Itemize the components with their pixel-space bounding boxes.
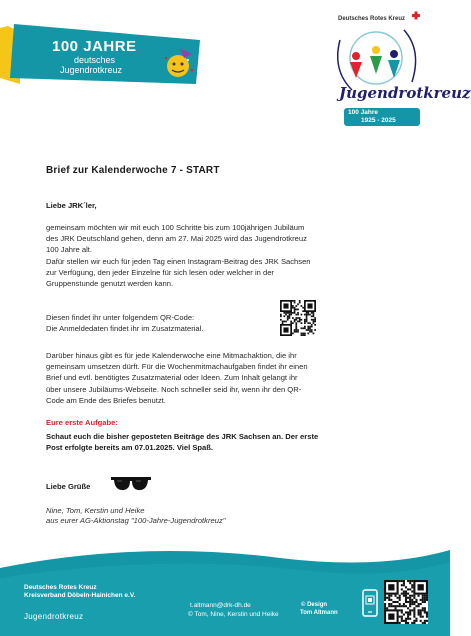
text-line: Gruppenstunde genutzt werden kann. [46,279,174,289]
text-line: zur Verfügung, den jeder Einzelne für sich lesen oder welcher in der [46,268,274,278]
banner-line-2: Jugendrotkreuz [60,65,123,75]
closing-greeting: Liebe Grüße [46,482,91,491]
phone-scan-icon [360,588,380,618]
party-face-icon [167,55,189,77]
text-line: Schaut euch die bisher geposteten Beiträge des JRK Sachsen an. Der erste [46,432,319,441]
instagram-qr-code[interactable] [280,300,316,336]
task-heading: Eure erste Aufgabe: [46,418,118,427]
text-line: Diesen findet ihr unter folgendem QR-Code: [46,313,195,322]
logo-years-line-2: 1925 - 2025 [361,117,396,124]
task-text [46,431,318,453]
logo-years-line-1: 100 Jahre [348,109,378,116]
footer-design-author: Tom Altmann [300,610,338,616]
footer-org-name: Deutsches Rotes Kreuz [24,584,97,591]
paragraph-weekly-action [46,350,308,406]
qr-pattern [280,300,316,336]
paragraph-instagram [46,256,311,290]
banner-line-1: deutsches [74,55,116,65]
text-line: über unsere Jubiläums-Webseite. Noch schneller seid ihr, wenn ihr den QR- [46,384,302,394]
text-line: Darüber hinaus gibt es für jede Kalenderwoche eine Mitmachaktion, die ihr [46,351,297,360]
letter-title: Brief zur Kalenderwoche 7 - START [46,165,220,176]
text-line: Post erfolgte bereits am 07.01.2025. Viel Spaß. [46,443,213,453]
jubilee-website-qr-code[interactable] [384,580,428,624]
sunglasses-icon [110,473,152,495]
text-line: Dafür stellen wir euch für jeden Tag einen Instagram-Beitrag des JRK Sachsen [46,257,311,266]
text-line: gemeinsam möchten wir mit euch 100 Schritte bis zum 100jährigen Jubiläum [46,223,305,232]
text-line: Die Anmeldedaten findet ihr im Zusatzmaterial. [46,324,204,334]
logo-wordmark: Jugendrotkreuz [339,84,471,102]
text-line: Brief und evtl. benötigtes Zusatzmaterial oder Ideen. Zum Inhalt gelangt ihr [46,373,298,383]
footer-jrk-label: Jugendrotkreuz [24,612,84,621]
signature-names: Nine, Tom, Kerstin und Heike [46,506,145,515]
text-line: 100 Jahre alt. [46,245,93,255]
footer-design-label: © Design [301,602,328,608]
text-line: gemeinsam umsetzen dürft. Für die Wochenmitmachaufgaben findet ihr einen [46,362,308,372]
salutation: Liebe JRK´ler, [46,201,97,210]
qr-pattern [384,580,428,624]
footer-copyright: © Tom, Nine, Kerstin und Heike [188,611,279,618]
paragraph-qr [46,312,203,334]
footer-org-branch: Kreisverband Döbeln-Hainichen e.V. [24,592,136,599]
text-line: Code am Ende des Briefes benutzt. [46,395,166,405]
paragraph-intro [46,222,307,256]
signature-group: aus eurer AG-Aktionstag "100-Jahre-Jugendrotkreuz" [46,516,226,525]
logo-org-name: Deutsches Rotes Kreuz [338,16,406,22]
text-line: des JRK Deutschland gehen, denn am 27. Mai 2025 wird das Jugendrotkreuz [46,234,307,244]
footer-email-link[interactable]: t.altmann@drk-dh.de [190,602,251,609]
banner-title: 100 JAHRE [52,38,137,55]
